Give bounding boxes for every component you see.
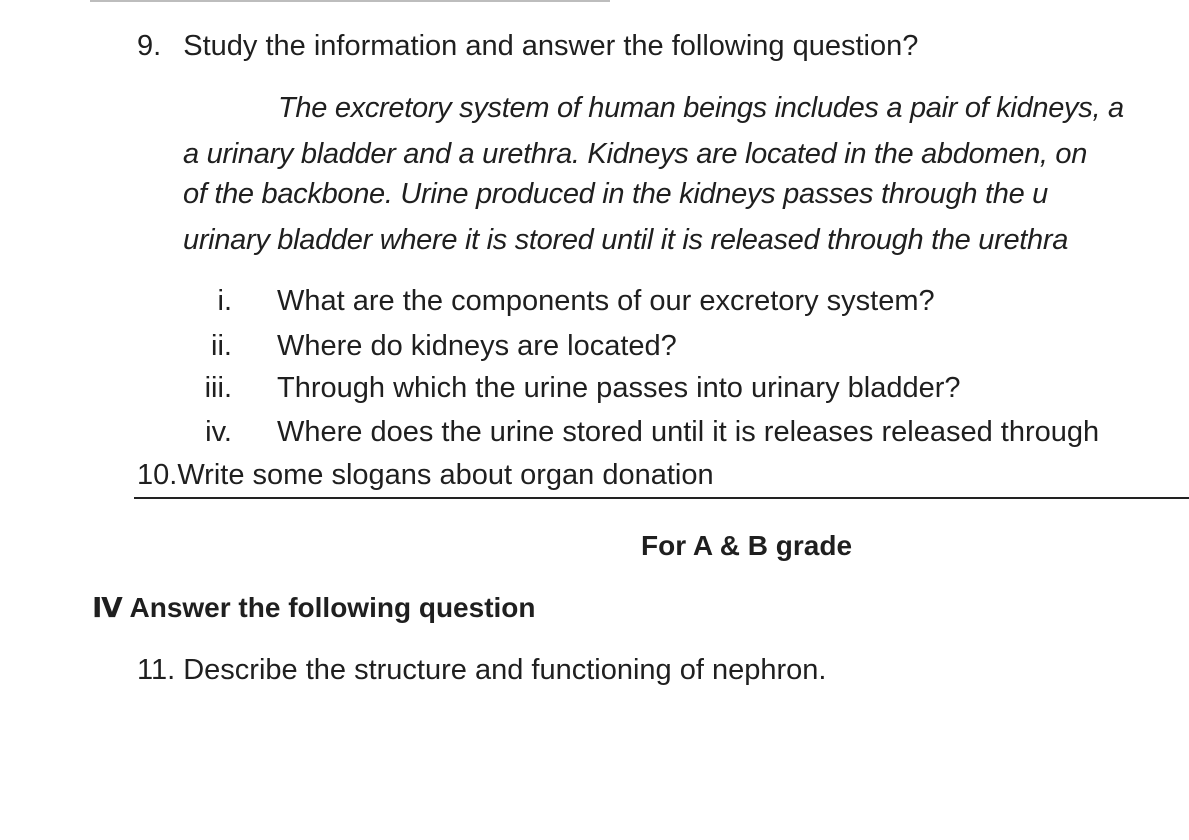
- question-9-number: 9.: [137, 30, 162, 62]
- passage-line-4: urinary bladder where it is stored until it is released through the urethra: [183, 224, 1069, 256]
- subquestion-4-text: Where does the urine stored until it is releases released through: [277, 416, 1100, 448]
- question-9: [137, 28, 918, 64]
- subquestion-4-number: iv.: [205, 416, 232, 448]
- question-11: 11. Describe the structure and functioning of nephron.: [137, 654, 827, 686]
- question-10: 10.Write some slogans about organ donation: [137, 459, 714, 491]
- subquestion-3-text: Through which the urine passes into urinary bladder?: [277, 372, 961, 404]
- passage-line-3: of the backbone. Urine produced in the kidneys passes through the u: [183, 178, 1048, 210]
- subquestion-2-number: ii.: [211, 330, 232, 362]
- passage-line-1: The excretory system of human beings includes a pair of kidneys, a: [278, 92, 1124, 124]
- subquestion-3-number: iii.: [204, 372, 232, 404]
- section-heading: For A & B grade: [641, 530, 853, 561]
- section-divider: [134, 497, 1189, 499]
- passage-line-2: a urinary bladder and a urethra. Kidneys are located in the abdomen, on: [183, 138, 1088, 170]
- subquestion-1-text: What are the components of our excretory system?: [277, 285, 935, 317]
- part-heading: Ⅳ Answer the following question: [92, 592, 536, 623]
- question-9-prompt: Study the information and answer the following question?: [183, 30, 919, 62]
- subquestion-2-text: Where do kidneys are located?: [277, 330, 677, 362]
- subquestion-1-number: i.: [217, 285, 232, 317]
- top-rule: [90, 0, 610, 2]
